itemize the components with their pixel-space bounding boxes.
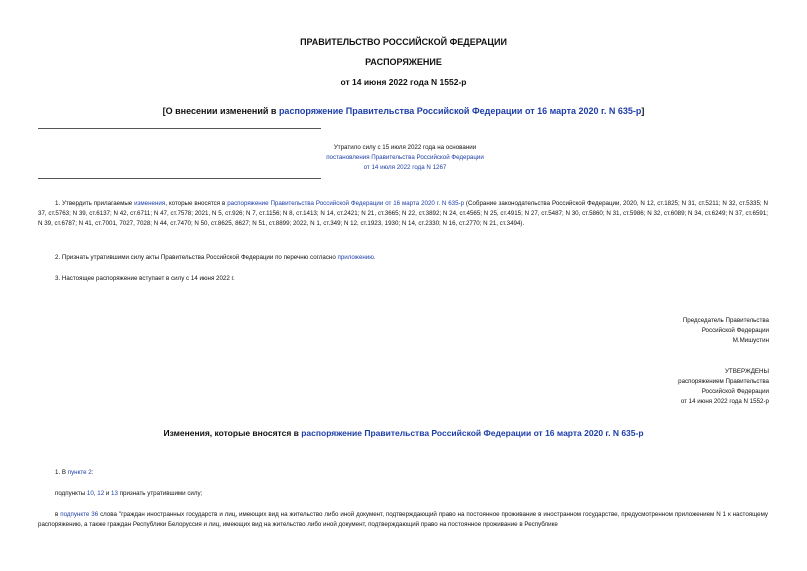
paragraph-3: 3. Настоящее распоряжение вступает в силу с 14 июня 2022 г. — [55, 275, 235, 282]
status-note-link-date[interactable]: от 14 июля 2022 года N 1267 — [363, 164, 447, 171]
divider-bottom — [38, 178, 321, 179]
document-type-heading: РАСПОРЯЖЕНИЕ — [365, 57, 442, 67]
status-note-line: Утратило силу с 15 июля 2022 года на основании — [333, 144, 477, 151]
signature-line: Российской Федерации — [701, 327, 769, 334]
link-subpoint-36[interactable]: подпункте 36 — [60, 511, 99, 518]
signature-block — [509, 316, 769, 346]
sub-sep: , — [93, 490, 98, 497]
link-point-2[interactable]: пункте 2 — [67, 469, 92, 476]
status-note-link-resolution[interactable]: постановления Правительства Российской Федерации — [326, 154, 484, 161]
item1-start: 1. В — [55, 469, 68, 476]
approval-line: распоряжением Правительства — [678, 378, 769, 385]
change-item-1 — [55, 468, 767, 478]
divider-top — [38, 128, 321, 129]
p2-end: . — [373, 254, 376, 261]
change-subitem-repeal — [55, 489, 767, 499]
status-note — [290, 143, 520, 173]
link-changes[interactable]: изменения — [134, 200, 166, 207]
sub-end: признать утратившими силу; — [117, 490, 203, 497]
title-prefix: [О внесении изменений в — [162, 106, 279, 116]
changes-heading-link[interactable]: распоряжение Правительства Российской Федерации от 16 марта 2020 г. N 635-р — [301, 428, 644, 438]
change-subitem-36 — [38, 510, 768, 530]
title-link-order-635[interactable]: распоряжение Правительства Российской Федерации от 16 марта 2020 г. N 635-р — [278, 106, 642, 116]
link-subpoint-13[interactable]: 13 — [111, 490, 118, 497]
document-date: от 14 июня 2022 года N 1552-р — [340, 77, 467, 87]
sub-start: подпункты — [55, 490, 87, 497]
link-appendix[interactable]: приложению — [337, 254, 374, 261]
title-suffix: ] — [641, 106, 645, 116]
approval-block — [509, 367, 769, 407]
paragraph-2 — [55, 253, 767, 263]
p1-start: 1. Утвердить прилагаемые — [55, 200, 135, 207]
item1-end: : — [91, 469, 94, 476]
approval-line: Российской Федерации — [701, 388, 769, 395]
approval-line: УТВЕРЖДЕНЫ — [725, 368, 769, 375]
link-subpoint-10[interactable]: 10 — [86, 490, 94, 497]
government-heading: ПРАВИТЕЛЬСТВО РОССИЙСКОЙ ФЕДЕРАЦИИ — [300, 37, 507, 47]
link-subpoint-12[interactable]: 12 — [97, 490, 105, 497]
link-order-635[interactable]: распоряжение Правительства Российской Федерации от 16 марта 2020 г. N 635-р — [227, 200, 465, 207]
changes-heading-prefix: Изменения, которые вносятся в — [163, 428, 302, 438]
p2-start: 2. Признать утратившими силу акты Правительства Российской Федерации по перечню согласно — [55, 254, 338, 261]
sub36-text: слова "граждан иностранных государств и лиц, имеющих вид на жительство либо иной документ, подтверждающий право на постоянное проживание в иностранном государстве, предусмотренном приложением N 1 к настоящему распоряжению, а также граждан Республики Белоруссия и лиц, имеющих вид на жительство либо иной документ, подтверждающий право на постоянное проживание в Республике — [38, 511, 768, 528]
p1-end: (Собрание законодательства Российской Федерации, 2020, N 12, ст.1825; N 31, ст.5211; N 32, ст.5335; N 37, ст.5763; N 39, ст.6137; N 42, ст.6711; N 47, ст.7578; 2021, N 5, ст.926; N 7, ст.1156; N 8, ст.1413; N 14, ст.2421; N 21, ст.3665; N 22, ст.3892; N 24, ст.4565; N 25, ст.4915; N 27, ст.5487; N 30, ст.5860; N 31, ст.5986; N 32, ст.6089; N 34, ст.6249; N 37, ст.6591; N 39, ст.6787; N 41, ст.7001, 7027, 7028; N 44, ст.7470; N 50, ст.8625, 8627; N 51, ст.8899; 2022, N 1, ст.349; N 12, ст.1923, 1930; N 14, ст.2330; N 16, ст.2770; N 21, ст.3494). — [38, 200, 768, 227]
signature-line: Председатель Правительства — [682, 317, 769, 324]
p1-mid: , которые вносятся в — [165, 200, 228, 207]
document-title — [0, 106, 807, 116]
sub36-start: в — [55, 511, 61, 518]
paragraph-1 — [38, 199, 768, 229]
approval-line: от 14 июня 2022 года N 1552-р — [680, 398, 769, 405]
sub-sep: и — [104, 490, 112, 497]
changes-heading — [0, 428, 807, 438]
signature-name: М.Мишустин — [732, 337, 769, 344]
